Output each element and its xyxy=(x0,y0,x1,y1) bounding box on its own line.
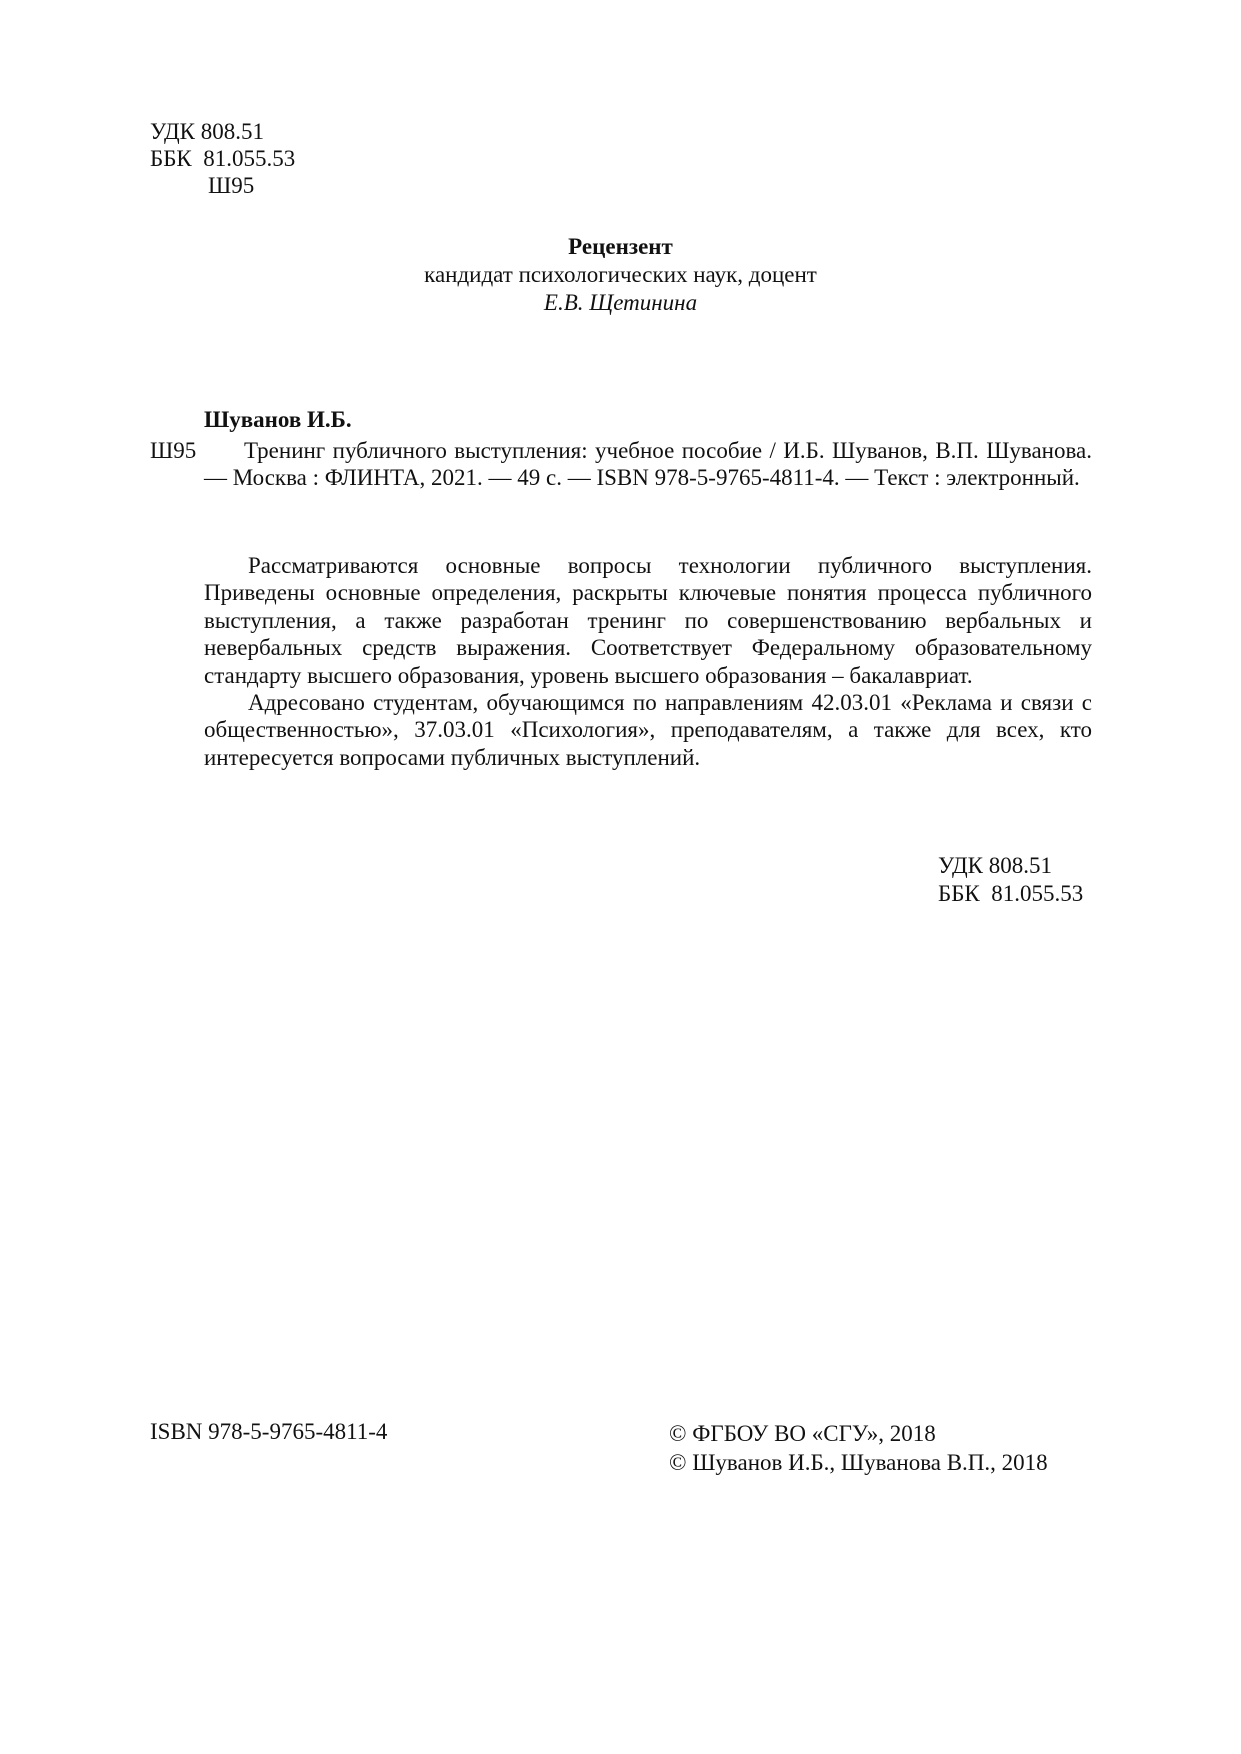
classification-footer xyxy=(938,852,1083,908)
reviewer-title: Рецензент xyxy=(568,234,673,259)
annotation-paragraph: Рассматриваются основные вопросы технологии публичного выступления. Приведены основные определения, раскрыты ключевые понятия процесса публичного выступления, а также разработан тренинг по совершенствованию вербальных и невербальных средств выражения. Соответствует Федеральному образовательному стандарту высшего образования, уровень высшего образования – бакалавриат. xyxy=(204,553,1092,688)
annotation-paragraph: Адресовано студентам, обучающимся по направлениям 42.03.01 «Реклама и связи с общественностью», 37.03.01 «Психология», преподавателям, а также для всех, кто интересуется вопросами публичных выступлений. xyxy=(204,690,1092,770)
udk-code: УДК 808.51 xyxy=(150,119,264,144)
catalog-cutter-code: Ш95 xyxy=(150,438,197,463)
classification-header xyxy=(150,118,295,199)
copyright-authors: © Шуванов И.Б., Шуванова В.П., 2018 xyxy=(669,1450,1048,1475)
annotation xyxy=(204,552,1092,771)
udk-code: УДК 808.51 xyxy=(938,853,1052,878)
catalog-author: Шуванов И.Б. xyxy=(204,407,352,432)
copyright-publisher: © ФГБОУ ВО «СГУ», 2018 xyxy=(669,1421,936,1446)
bibliographic-description xyxy=(204,437,1092,491)
cutter-code: Ш95 xyxy=(208,173,255,198)
copyright-block xyxy=(669,1420,1048,1478)
bbk-code: ББК 81.055.53 xyxy=(150,146,296,171)
bibliographic-text: Тренинг публичного выступления: учебное пособие / И.Б. Шуванов, В.П. Шуванова. — Москва : ФЛИНТА, 2021. — 49 с. — ISBN 978-5-9765-4811-4. — Текст : электронный. xyxy=(204,438,1092,490)
isbn: ISBN 978-5-9765-4811-4 xyxy=(150,1419,388,1444)
reviewer-degree: кандидат психологических наук, доцент xyxy=(424,262,817,287)
reviewer-name: Е.В. Щетинина xyxy=(543,290,698,315)
bbk-code: ББК 81.055.53 xyxy=(938,881,1084,906)
reviewer-block xyxy=(0,233,1241,317)
